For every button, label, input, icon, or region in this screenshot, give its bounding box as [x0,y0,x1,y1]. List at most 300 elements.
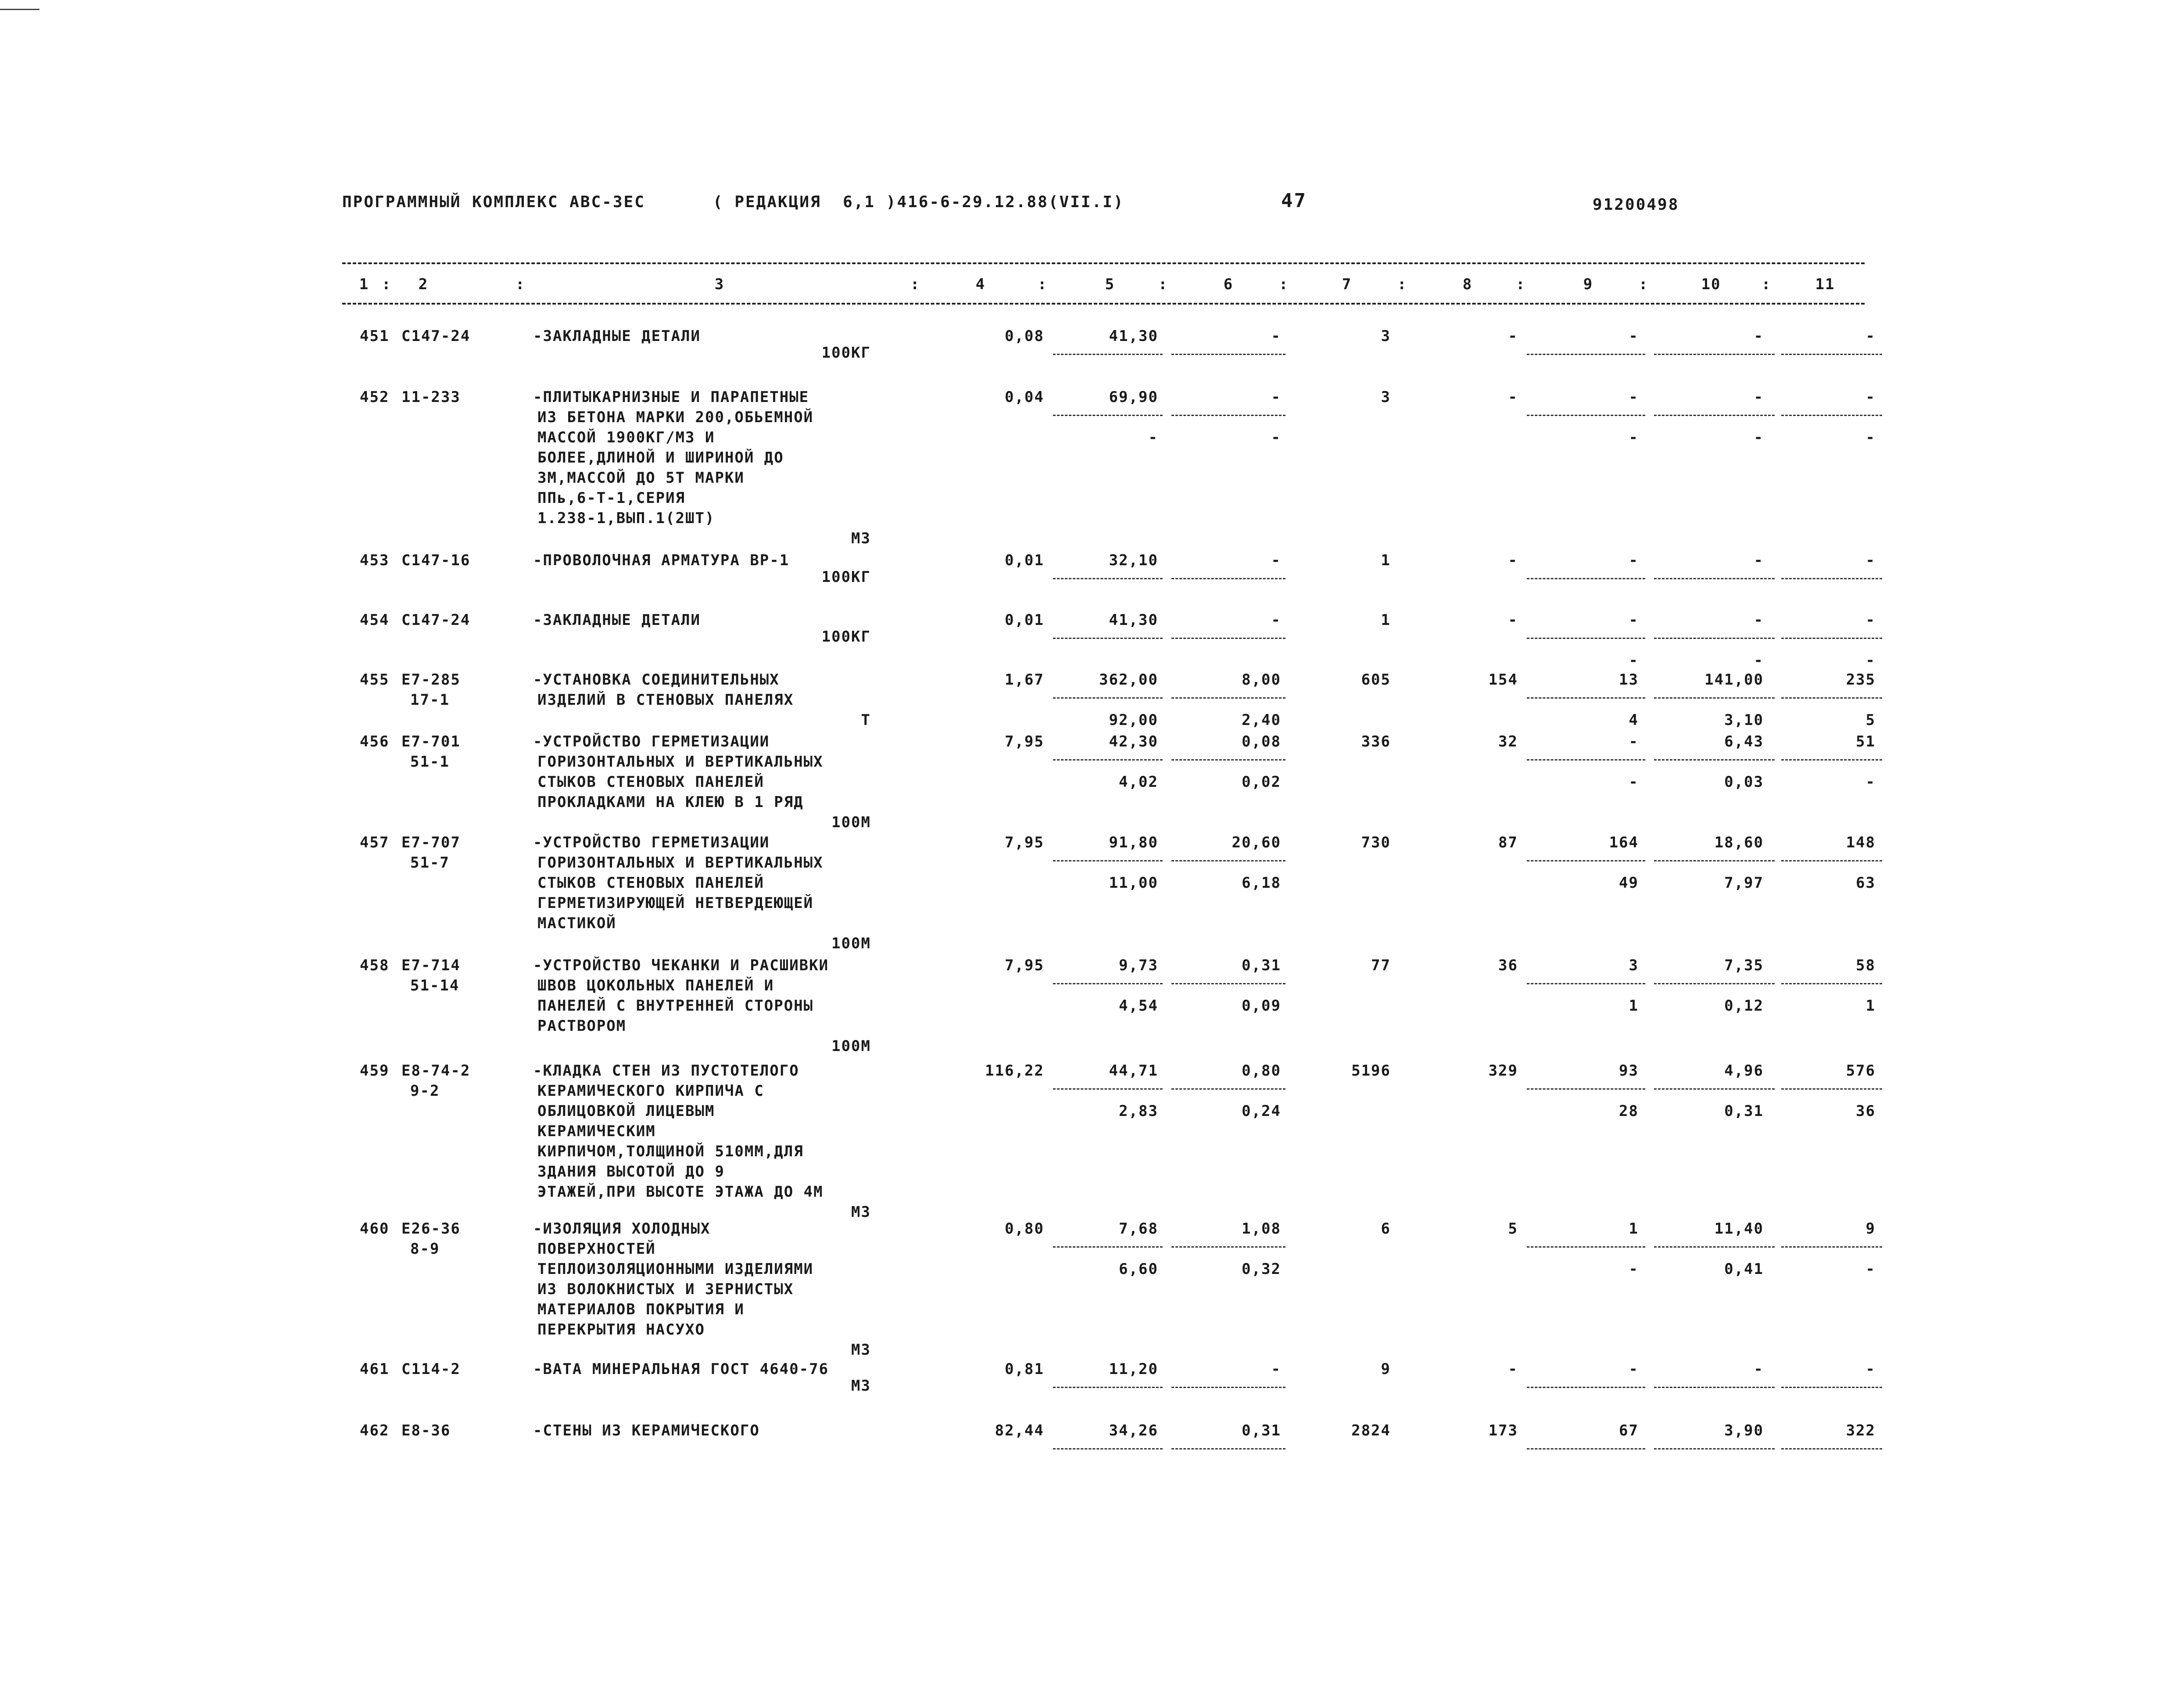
cost-machines: 0,80 [1242,1062,1281,1080]
row-number: 452 [360,388,390,406]
sub-rule-c9 [1527,415,1645,416]
labor-total: - [1865,327,1876,345]
work-description: -ПЛИТЫКАРНИЗНЫЕ И ПАРАПЕТНЫЕ [533,388,809,406]
sub-rule-c5 [1053,1387,1163,1388]
cost-total: 11,20 [1109,1360,1158,1378]
labor-per-unit: - [1754,611,1764,629]
cost-machines: 20,60 [1232,834,1281,851]
measure-unit: 100КГ [821,344,871,362]
cost-total: 362,00 [1099,671,1158,689]
sub-rule-c11 [1781,578,1882,579]
machinist-labor-per-unit: - [1754,429,1764,446]
machines-sum: 13 [1619,671,1639,689]
sub-rule-c10 [1654,354,1775,355]
sub-rule-c11 [1781,759,1882,761]
row-number: 459 [360,1062,390,1080]
wages-sum: 329 [1488,1062,1518,1080]
labor-per-unit: 18,60 [1714,834,1764,851]
cost-total: 69,90 [1109,388,1158,406]
norm-code: 17-1 [410,691,450,709]
norm-code: Е7-707 [401,834,461,851]
labor-total: 148 [1846,834,1876,851]
scan-corner-mark [0,9,39,10]
machinist-labor-per-unit: 0,41 [1724,1260,1764,1278]
norm-code: Е8-74-2 [401,1062,471,1080]
labor-per-unit: - [1754,388,1764,406]
norm-code: С147-24 [401,611,471,629]
work-description: ГОРИЗОНТАЛЬНЫХ И ВЕРТИКАЛЬНЫХ [537,854,823,872]
wages-sum: 154 [1488,671,1518,689]
sub-rule-c6 [1171,983,1285,984]
cost-total: 41,30 [1109,327,1158,345]
wages-sum: 36 [1498,957,1518,974]
column-header-1: 1 [359,276,369,293]
row-number: 455 [360,671,390,689]
quantity: 7,95 [1005,733,1044,750]
machinist-labor-per-unit: - [1754,652,1764,669]
machinist-wages-sum: - [1629,652,1639,669]
sub-rule-c6 [1171,638,1285,639]
column-separator: : [516,276,526,293]
measure-unit: М3 [851,1377,871,1395]
norm-code: Е26-36 [401,1220,461,1238]
cost-wages: 2,83 [1119,1102,1158,1120]
quantity: 7,95 [1005,834,1044,851]
total-sum: 730 [1361,834,1391,851]
column-separator: : [1516,276,1526,293]
sub-rule-c9 [1527,578,1645,579]
work-description: РАСТВОРОМ [537,1017,627,1035]
machinist-labor-total: - [1865,429,1876,446]
work-description: -СТЕНЫ ИЗ КЕРАМИЧЕСКОГО [533,1422,760,1439]
sub-rule-c6 [1171,1246,1285,1248]
work-description: ПАНЕЛЕЙ С ВНУТРЕННЕЙ СТОРОНЫ [537,997,814,1015]
column-separator: : [1397,276,1407,293]
sub-rule-c5 [1053,697,1163,699]
work-description: -УСТРОЙСТВО ГЕРМЕТИЗАЦИИ [533,834,770,851]
sub-rule-c10 [1654,983,1775,984]
sub-rule-c9 [1527,860,1645,861]
labor-total: 322 [1846,1422,1876,1439]
quantity: 116,22 [985,1062,1044,1080]
document-code: 91200498 [1593,196,1679,214]
sub-rule-c10 [1654,860,1775,861]
column-separator: : [1038,276,1048,293]
cost-machinist-wages: 0,09 [1242,997,1281,1015]
machines-sum: 164 [1609,834,1639,851]
measure-unit: 100КГ [821,628,871,646]
cost-machinist-wages: - [1271,429,1281,446]
cost-wages: - [1148,429,1158,446]
total-sum: 5196 [1351,1062,1391,1080]
total-sum: 1 [1381,552,1391,569]
cost-total: 91,80 [1109,834,1158,851]
labor-per-unit: 3,90 [1724,1422,1764,1439]
edition-info: ( РЕДАКЦИЯ 6,1 )416-6-29.12.88(VII.I) [713,193,1124,211]
labor-per-unit: 7,35 [1724,957,1764,974]
cost-wages: 92,00 [1109,711,1158,729]
work-description: СТЫКОВ СТЕНОВЫХ ПАНЕЛЕЙ [537,773,764,791]
machinist-labor-total: 63 [1856,874,1876,892]
sub-rule-c5 [1053,415,1163,416]
sub-rule-c11 [1781,860,1882,861]
machinist-labor-per-unit: 7,97 [1724,874,1764,892]
norm-code: Е7-701 [401,733,461,750]
quantity: 82,44 [995,1422,1044,1439]
column-header-8: 8 [1462,276,1473,293]
sub-rule-c6 [1171,1448,1285,1449]
work-description: ИЗ БЕТОНА МАРКИ 200,ОБЬЕМНОЙ [537,409,814,426]
sub-rule-c9 [1527,354,1645,355]
machines-sum: 1 [1629,1220,1639,1238]
cost-total: 34,26 [1109,1422,1158,1439]
cost-machines: 0,08 [1242,733,1281,750]
work-description: 3М,МАССОЙ ДО 5Т МАРКИ [537,469,745,487]
machines-sum: - [1629,327,1639,345]
work-description: ЗДАНИЯ ВЫСОТОЙ ДО 9 [537,1163,725,1180]
sub-rule-c5 [1053,578,1163,579]
quantity: 7,95 [1005,957,1044,974]
labor-per-unit: 141,00 [1704,671,1764,689]
labor-per-unit: 4,96 [1724,1062,1764,1080]
labor-per-unit: 6,43 [1724,733,1764,750]
sub-rule-c9 [1527,697,1645,699]
cost-machines: 0,31 [1242,1422,1281,1439]
sub-rule-c11 [1781,1448,1882,1449]
wages-sum: 32 [1498,733,1518,750]
labor-per-unit: - [1754,327,1764,345]
wages-sum: - [1508,611,1518,629]
cost-machines: - [1271,552,1281,569]
norm-code: 11-233 [401,388,461,406]
labor-total: - [1865,611,1876,629]
cost-machines: - [1271,327,1281,345]
wages-sum: - [1508,552,1518,569]
sub-rule-c5 [1053,860,1163,861]
machinist-labor-per-unit: 3,10 [1724,711,1764,729]
row-number: 458 [360,957,390,974]
wages-sum: 87 [1498,834,1518,851]
work-description: ОБЛИЦОВКОЙ ЛИЦЕВЫМ [537,1102,715,1120]
work-description: КИРПИЧОМ,ТОЛЩИНОЙ 510ММ,ДЛЯ [537,1143,804,1160]
sub-rule-c9 [1527,638,1645,639]
sub-rule-c5 [1053,354,1163,355]
machines-sum: - [1629,733,1639,750]
norm-code: С147-16 [401,552,471,569]
sub-rule-c11 [1781,1088,1882,1090]
total-sum: 9 [1381,1360,1391,1378]
sub-rule-c11 [1781,354,1882,355]
work-description: -УСТАНОВКА СОЕДИНИТЕЛЬНЫХ [533,671,780,689]
sub-rule-c10 [1654,578,1775,579]
norm-code: Е7-714 [401,957,461,974]
labor-total: - [1865,388,1876,406]
cost-machinist-wages: 0,32 [1242,1260,1281,1278]
labor-total: 9 [1865,1220,1876,1238]
machinist-labor-total: 1 [1865,997,1876,1015]
work-description: -УСТРОЙСТВО ЧЕКАНКИ И РАСШИВКИ [533,957,829,974]
sub-rule-c6 [1171,578,1285,579]
wages-sum: - [1508,388,1518,406]
sub-rule-c10 [1654,759,1775,761]
column-header-5: 5 [1105,276,1115,293]
measure-unit: 100М [831,1037,871,1055]
cost-machinist-wages: 0,02 [1242,773,1281,791]
labor-per-unit: - [1754,1360,1764,1378]
total-sum: 77 [1371,957,1391,974]
norm-code: 51-14 [410,977,460,994]
wages-sum: - [1508,1360,1518,1378]
machines-sum: - [1629,611,1639,629]
work-description: ПОВЕРХНОСТЕЙ [537,1240,656,1258]
cost-machines: 1,08 [1242,1220,1281,1238]
work-description: КЕРАМИЧЕСКИМ [537,1123,656,1140]
row-number: 456 [360,733,390,750]
cost-machinist-wages: 6,18 [1242,874,1281,892]
cost-machines: 0,31 [1242,957,1281,974]
work-description: -ЗАКЛАДНЫЕ ДЕТАЛИ [533,611,701,629]
sub-rule-c11 [1781,697,1882,699]
sub-rule-c5 [1053,983,1163,984]
column-header-7: 7 [1342,276,1352,293]
norm-code: С147-24 [401,327,471,345]
machinist-wages-sum: - [1629,1260,1639,1278]
sub-rule-c10 [1654,1448,1775,1449]
measure-unit: Т [861,711,871,729]
sub-rule-c11 [1781,1246,1882,1248]
row-number: 460 [360,1220,390,1238]
column-header-3: 3 [714,276,725,293]
work-description: 1.238-1,ВЫП.1(2ШТ) [537,509,715,527]
sub-rule-c5 [1053,1088,1163,1090]
machinist-wages-sum: - [1629,773,1639,791]
measure-unit: М3 [851,1203,871,1221]
quantity: 0,08 [1005,327,1044,345]
column-header-4: 4 [975,276,986,293]
work-description: -ЗАКЛАДНЫЕ ДЕТАЛИ [533,327,701,345]
work-description: МАССОЙ 1900КГ/М3 И [537,429,715,446]
norm-code: 51-7 [410,854,450,872]
cost-total: 7,68 [1119,1220,1158,1238]
column-separator: : [382,276,392,293]
norm-code: 8-9 [410,1240,440,1258]
row-number: 461 [360,1360,390,1378]
labor-per-unit: 11,40 [1714,1220,1764,1238]
sub-rule-c10 [1654,415,1775,416]
page-number: 47 [1281,190,1307,212]
machinist-labor-total: - [1865,652,1876,669]
work-description: -ИЗОЛЯЦИЯ ХОЛОДНЫХ [533,1220,711,1238]
work-description: ПРОКЛАДКАМИ НА КЛЕЮ В 1 РЯД [537,793,804,811]
work-description: ЭТАЖЕЙ,ПРИ ВЫСОТЕ ЭТАЖА ДО 4М [537,1183,823,1201]
sub-rule-c9 [1527,1088,1645,1090]
machines-sum: - [1629,552,1639,569]
wages-sum: 5 [1508,1220,1518,1238]
sub-rule-c5 [1053,1246,1163,1248]
cost-total: 41,30 [1109,611,1158,629]
machinist-labor-per-unit: 0,31 [1724,1102,1764,1120]
machinist-wages-sum: 49 [1619,874,1639,892]
sub-rule-c9 [1527,1246,1645,1248]
row-number: 453 [360,552,390,569]
machines-sum: - [1629,1360,1639,1378]
quantity: 0,01 [1005,611,1044,629]
labor-total: 51 [1856,733,1876,750]
work-description: ГЕРМЕТИЗИРУЮЩЕЙ НЕТВЕРДЕЮЩЕЙ [537,894,814,912]
column-separator: : [1762,276,1772,293]
machinist-labor-total: 36 [1856,1102,1876,1120]
sub-rule-c5 [1053,638,1163,639]
sub-rule-c6 [1171,354,1285,355]
sub-rule-c6 [1171,697,1285,699]
sub-rule-c5 [1053,1448,1163,1449]
cost-machines: - [1271,388,1281,406]
machinist-wages-sum: - [1629,429,1639,446]
work-description: ТЕПЛОИЗОЛЯЦИОННЫМИ ИЗДЕЛИЯМИ [537,1260,814,1278]
work-description: ППь,6-Т-1,СЕРИЯ [537,489,686,507]
cost-wages: 11,00 [1109,874,1158,892]
cost-total: 42,30 [1109,733,1158,750]
work-description: -КЛАДКА СТЕН ИЗ ПУСТОТЕЛОГО [533,1062,799,1080]
labor-per-unit: - [1754,552,1764,569]
cost-total: 32,10 [1109,552,1158,569]
cost-machines: - [1271,611,1281,629]
sub-rule-c9 [1527,759,1645,761]
machines-sum: 67 [1619,1422,1639,1439]
total-sum: 6 [1381,1220,1391,1238]
labor-total: - [1865,552,1876,569]
machinist-labor-total: 5 [1865,711,1876,729]
cost-total: 44,71 [1109,1062,1158,1080]
sub-rule-c6 [1171,415,1285,416]
measure-unit: 100М [831,935,871,952]
measure-unit: М3 [851,530,871,547]
norm-code: 51-1 [410,753,450,771]
sub-rule-c5 [1053,759,1163,761]
sub-rule-c10 [1654,1387,1775,1388]
work-description: ИЗДЕЛИЙ В СТЕНОВЫХ ПАНЕЛЯХ [537,691,794,709]
cost-machines: - [1271,1360,1281,1378]
total-sum: 336 [1361,733,1391,750]
column-header-6: 6 [1223,276,1234,293]
work-description: -ВАТА МИНЕРАЛЬНАЯ ГОСТ 4640-76 [533,1360,829,1378]
sub-rule-c6 [1171,860,1285,861]
work-description: -УСТРОЙСТВО ГЕРМЕТИЗАЦИИ [533,733,770,750]
row-number: 451 [360,327,390,345]
labor-total: - [1865,1360,1876,1378]
norm-code: Е8-36 [401,1422,451,1439]
sub-rule-c9 [1527,1387,1645,1388]
sub-rule-c6 [1171,1088,1285,1090]
sub-rule-c11 [1781,983,1882,984]
quantity: 0,04 [1005,388,1044,406]
program-title: ПРОГРАММНЫЙ КОМПЛЕКС АВС-ЗЕС [342,193,645,211]
sub-rule-c11 [1781,415,1882,416]
cost-machinist-wages: 0,24 [1242,1102,1281,1120]
total-sum: 1 [1381,611,1391,629]
row-number: 457 [360,834,390,851]
row-number: 454 [360,611,390,629]
quantity: 1,67 [1005,671,1044,689]
column-header-2: 2 [418,276,429,293]
work-description: МАСТИКОЙ [537,915,616,932]
cost-machinist-wages: 2,40 [1242,711,1281,729]
column-header-9: 9 [1583,276,1593,293]
work-description: МАТЕРИАЛОВ ПОКРЫТИЯ И [537,1301,745,1318]
total-sum: 3 [1381,388,1391,406]
total-sum: 2824 [1351,1422,1391,1439]
sub-rule-c10 [1654,1088,1775,1090]
sub-rule-c6 [1171,1387,1285,1388]
work-description: ПЕРЕКРЫТИЯ НАСУХО [537,1321,705,1338]
header-rule-top [342,262,1865,264]
cost-total: 9,73 [1119,957,1158,974]
machinist-wages-sum: 28 [1619,1102,1639,1120]
quantity: 0,01 [1005,552,1044,569]
wages-sum: 173 [1488,1422,1518,1439]
norm-code: 9-2 [410,1082,440,1100]
work-description: КЕРАМИЧЕСКОГО КИРПИЧА С [537,1082,764,1100]
sub-rule-c6 [1171,759,1285,761]
quantity: 0,81 [1005,1360,1044,1378]
sub-rule-c10 [1654,638,1775,639]
sub-rule-c11 [1781,1387,1882,1388]
quantity: 0,80 [1005,1220,1044,1238]
sub-rule-c9 [1527,1448,1645,1449]
sub-rule-c11 [1781,638,1882,639]
labor-total: 576 [1846,1062,1876,1080]
machinist-labor-total: - [1865,773,1876,791]
work-description: ШВОВ ЦОКОЛЬНЫХ ПАНЕЛЕЙ И [537,977,774,994]
cost-machines: 8,00 [1242,671,1281,689]
cost-wages: 4,54 [1119,997,1158,1015]
measure-unit: М3 [851,1341,871,1359]
cost-wages: 4,02 [1119,773,1158,791]
column-separator: : [1279,276,1289,293]
column-header-11: 11 [1815,276,1835,293]
sub-rule-c10 [1654,697,1775,699]
work-description: ИЗ ВОЛОКНИСТЫХ И ЗЕРНИСТЫХ [537,1281,794,1298]
column-separator: : [1158,276,1168,293]
cost-wages: 6,60 [1119,1260,1158,1278]
row-number: 462 [360,1422,390,1439]
machines-sum: 3 [1629,957,1639,974]
work-description: СТЫКОВ СТЕНОВЫХ ПАНЕЛЕЙ [537,874,764,892]
work-description: ГОРИЗОНТАЛЬНЫХ И ВЕРТИКАЛЬНЫХ [537,753,823,771]
machinist-labor-total: - [1865,1260,1876,1278]
column-separator: : [1639,276,1649,293]
header-rule-bottom [342,303,1865,305]
column-separator: : [910,276,920,293]
wages-sum: - [1508,327,1518,345]
column-header-10: 10 [1701,276,1721,293]
measure-unit: 100М [831,814,871,831]
measure-unit: 100КГ [821,568,871,586]
norm-code: С114-2 [401,1360,461,1378]
machinist-labor-per-unit: 0,12 [1724,997,1764,1015]
labor-total: 235 [1846,671,1876,689]
work-description: БОЛЕЕ,ДЛИНОЙ И ШИРИНОЙ ДО [537,449,784,466]
total-sum: 3 [1381,327,1391,345]
machines-sum: - [1629,388,1639,406]
labor-total: 58 [1856,957,1876,974]
total-sum: 605 [1361,671,1391,689]
machinist-wages-sum: 4 [1629,711,1639,729]
machines-sum: 93 [1619,1062,1639,1080]
norm-code: Е7-285 [401,671,461,689]
sub-rule-c9 [1527,983,1645,984]
work-description: -ПРОВОЛОЧНАЯ АРМАТУРА ВР-1 [533,552,790,569]
